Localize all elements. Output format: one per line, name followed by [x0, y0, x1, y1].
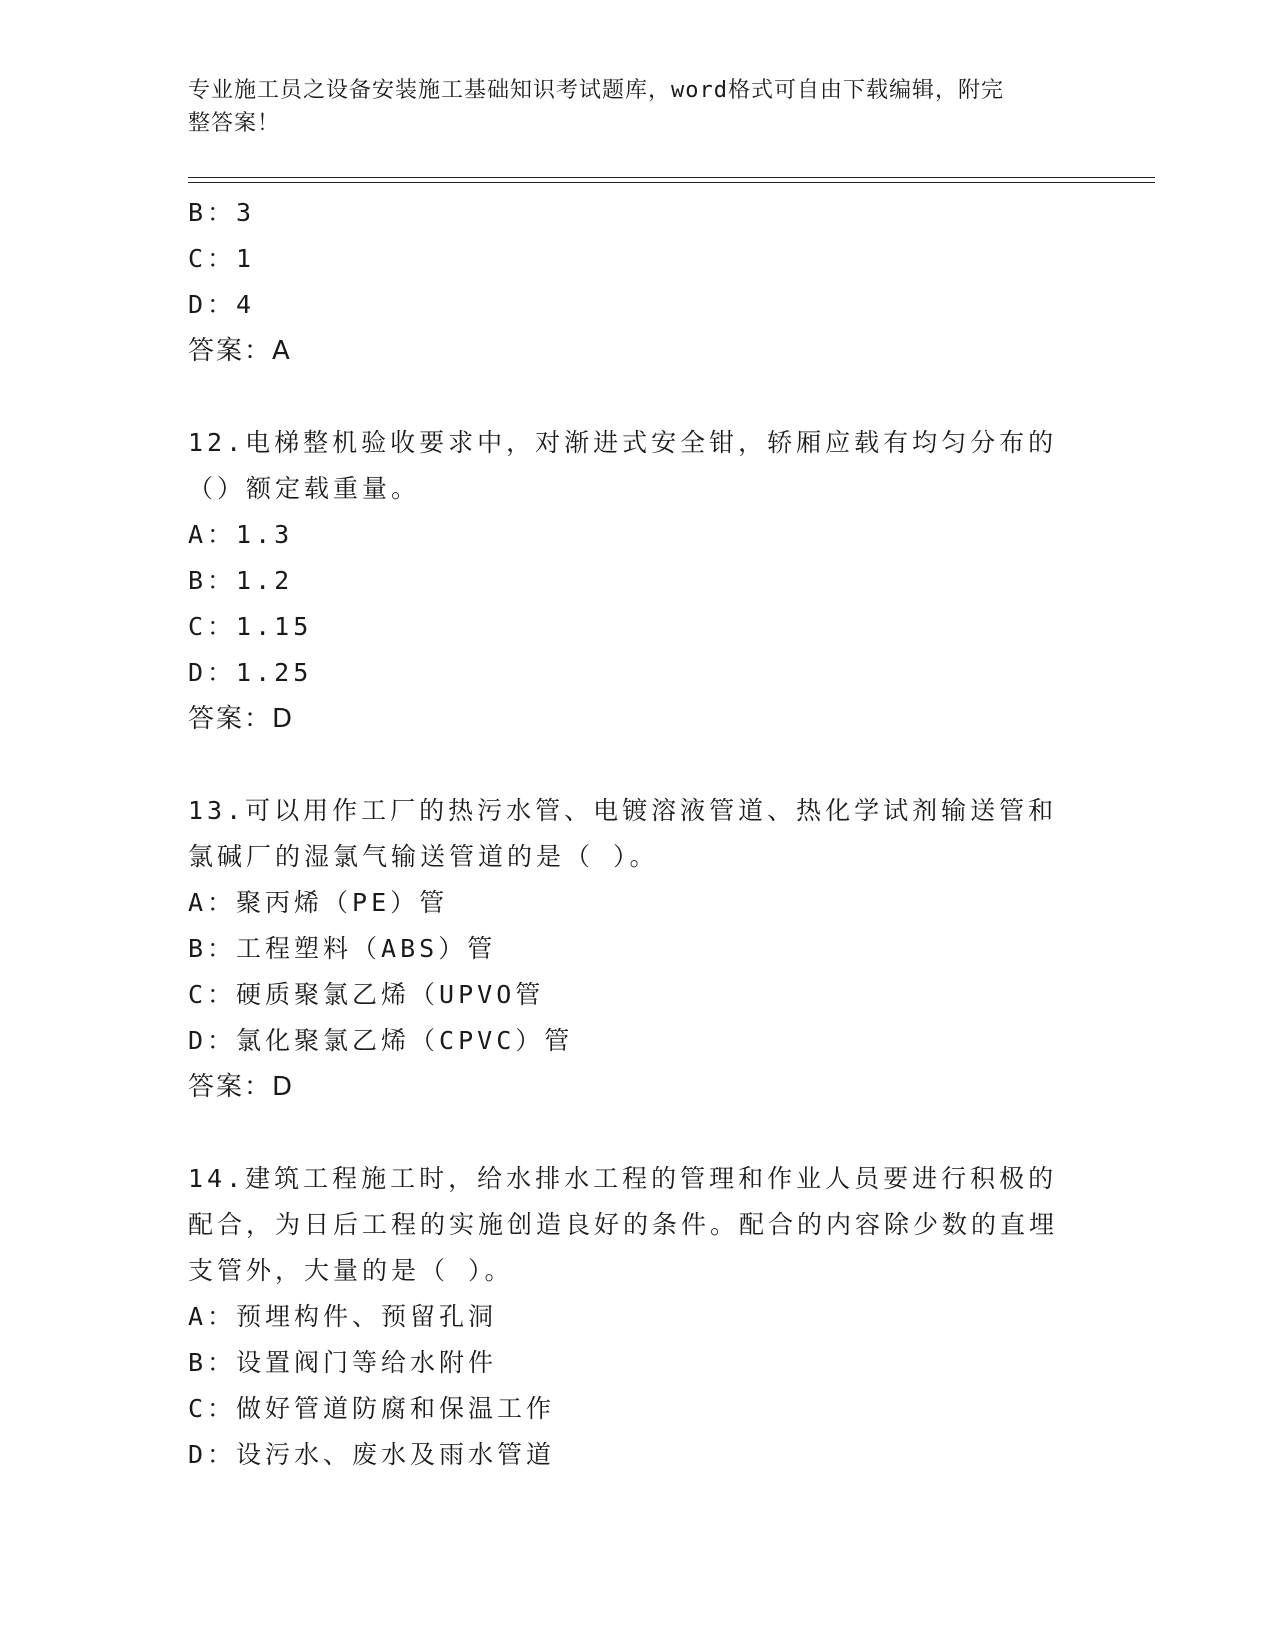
option-c: C：硬质聚氯乙烯（UPVO管 [188, 980, 545, 1009]
option-b: B：设置阀门等给水附件 [188, 1348, 498, 1377]
question-14 [188, 1156, 1088, 1478]
question-11-tail [188, 190, 1088, 374]
option-c: C：1.15 [188, 612, 313, 641]
option-c: C：做好管道防腐和保温工作 [188, 1394, 556, 1423]
option-b: B：3 [188, 198, 256, 227]
option-a: A：预埋构件、预留孔洞 [188, 1302, 498, 1331]
header-divider-bottom [188, 182, 1155, 183]
spacer [188, 1110, 1088, 1156]
question-12 [188, 420, 1088, 742]
option-a: A：1.3 [188, 520, 294, 549]
option-b: B：1.2 [188, 566, 294, 595]
option-d: D：设污水、废水及雨水管道 [188, 1440, 556, 1469]
question-stem: 14.建筑工程施工时，给水排水工程的管理和作业人员要进行积极的配合，为日后工程的实施创造良好的条件。配合的内容除少数的直埋支管外，大量的是（ ）。 [188, 1164, 1059, 1285]
answer: 答案：D [188, 704, 295, 734]
option-c: C：1 [188, 244, 256, 273]
page-header [188, 74, 1068, 140]
question-13 [188, 788, 1088, 1110]
question-stem: 12.电梯整机验收要求中，对渐进式安全钳，轿厢应载有均匀分布的（）额定载重量。 [188, 428, 1058, 503]
answer: 答案：A [188, 336, 292, 366]
spacer [188, 742, 1088, 788]
header-line-1: 专业施工员之设备安装施工基础知识考试题库，word格式可自由下载编辑，附完 [188, 78, 1004, 103]
answer: 答案：D [188, 1072, 295, 1102]
question-list [188, 190, 1088, 1478]
question-stem: 13.可以用作工厂的热污水管、电镀溶液管道、热化学试剂输送管和氯碱厂的湿氯气输送管道的是（ ）。 [188, 796, 1058, 871]
header-line-2: 整答案！ [188, 111, 281, 136]
header-divider-top [188, 177, 1155, 178]
option-d: D：1.25 [188, 658, 313, 687]
option-b: B：工程塑料（ABS）管 [188, 934, 497, 963]
option-d: D：氯化聚氯乙烯（CPVC）管 [188, 1026, 574, 1055]
spacer [188, 374, 1088, 420]
option-d: D：4 [188, 290, 256, 319]
option-a: A：聚丙烯（PE）管 [188, 888, 449, 917]
